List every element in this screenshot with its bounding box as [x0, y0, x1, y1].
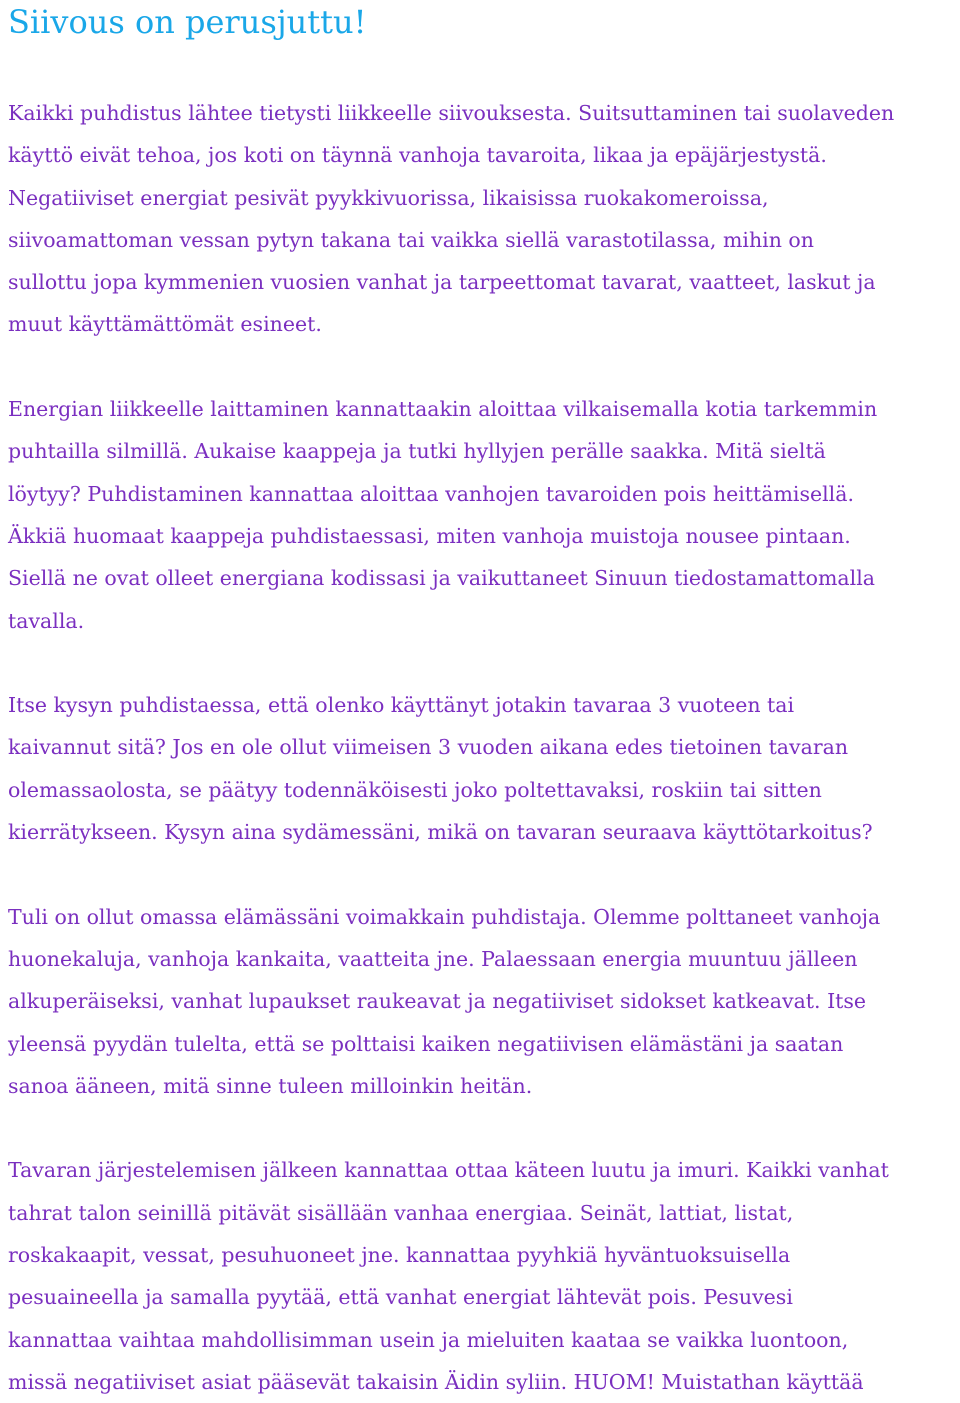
page-title: Siivous on perusjuttu! — [8, 3, 367, 41]
text-line: kierrätykseen. Kysyn aina sydämessäni, mikä on tavaran seuraava käyttötarkoitus? — [8, 820, 873, 845]
text-line: Äkkiä huomaat kaappeja puhdistaessasi, miten vanhoja muistoja nousee pintaan. — [8, 523, 851, 548]
text-line: Negatiiviset energiat pesivät pyykkivuorissa, likaisissa ruokakomeroissa, — [8, 185, 769, 210]
text-line: Siellä ne ovat olleet energiana kodissasi ja vaikuttaneet Sinuun tiedostamattomalla — [8, 566, 875, 591]
text-line: löytyy? Puhdistaminen kannattaa aloittaa vanhojen tavaroiden pois heittämisellä. — [8, 481, 854, 506]
paragraph-5 — [8, 1149, 958, 1403]
text-line: siivoamattoman vessan pytyn takana tai vaikka siellä varastotilassa, mihin on — [8, 227, 814, 252]
text-line: tahrat talon seinillä pitävät sisällään vanhaa energiaa. Seinät, lattiat, listat, — [8, 1200, 794, 1225]
text-line: olemassaolosta, se päätyy todennäköisesti joko poltettavaksi, roskiin tai sitten — [8, 777, 822, 802]
text-line: Kaikki puhdistus lähtee tietysti liikkeelle siivouksesta. Suitsuttaminen tai suolaveden — [8, 101, 895, 125]
paragraph-1 — [8, 92, 958, 346]
text-line: alkuperäiseksi, vanhat lupaukset raukeavat ja negatiiviset sidokset katkeavat. Itse — [8, 989, 867, 1014]
text-line: Itse kysyn puhdistaessa, että olenko käyttänyt jotakin tavaraa 3 vuoteen tai — [8, 693, 795, 718]
text-line: kaivannut sitä? Jos en ole ollut viimeisen 3 vuoden aikana edes tietoinen tavaran — [8, 735, 849, 760]
text-line: sanoa ääneen, mitä sinne tuleen milloinkin heitän. — [8, 1073, 533, 1098]
text-line: käyttö eivät tehoa, jos koti on täynnä vanhoja tavaroita, likaa ja epäjärjestystä. — [8, 143, 827, 168]
text-line: tavalla. — [8, 608, 85, 633]
paragraph-4 — [8, 896, 958, 1107]
text-line: puhtailla silmillä. Aukaise kaappeja ja tutki hyllyjen perälle saakka. Mitä sieltä — [8, 439, 826, 464]
text-line: sullottu jopa kymmenien vuosien vanhat ja tarpeettomat tavarat, vaatteet, laskut ja — [8, 270, 876, 295]
text-line: Energian liikkeelle laittaminen kannattaakin aloittaa vilkaisemalla kotia tarkemmin — [8, 397, 878, 422]
text-line: pesuaineella ja samalla pyytää, että vanhat energiat lähtevät pois. Pesuvesi — [8, 1285, 793, 1310]
text-line: kannattaa vaihtaa mahdollisimman usein ja mieluiten kaataa se vaikka luontoon, — [8, 1327, 849, 1352]
text-line: roskakaapit, vessat, pesuhuoneet jne. kannattaa pyyhkiä hyväntuoksuisella — [8, 1243, 791, 1268]
paragraph-3 — [8, 684, 958, 853]
text-line: yleensä pyydän tulelta, että se polttaisi kaiken negatiivisen elämästäni ja saatan — [8, 1031, 844, 1056]
text-line: muut käyttämättömät esineet. — [8, 312, 322, 337]
text-line: huonekaluja, vanhoja kankaita, vaatteita jne. Palaessaan energia muuntuu jälleen — [8, 946, 858, 971]
text-line: Tavaran järjestelemisen jälkeen kannattaa ottaa käteen luutu ja imuri. Kaikki vanhat — [8, 1158, 889, 1183]
text-line: missä negatiiviset asiat pääsevät takaisin Äidin syliin. HUOM! Muistathan käyttää — [8, 1369, 864, 1394]
article-body — [8, 92, 958, 1403]
text-line: Tuli on ollut omassa elämässäni voimakkain puhdistaja. Olemme polttaneet vanhoja — [8, 904, 881, 929]
paragraph-2 — [8, 388, 958, 642]
